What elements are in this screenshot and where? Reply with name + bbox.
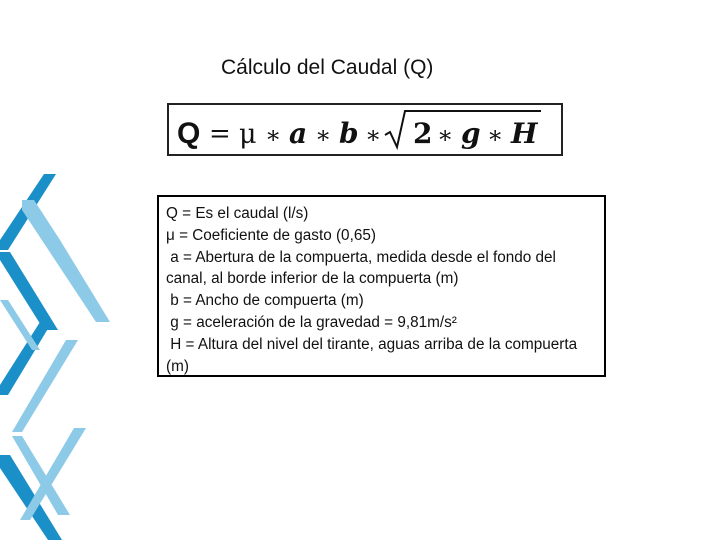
definition-q: Q = Es el caudal (l/s) [166,205,309,222]
formula-equals: = [209,119,231,149]
formula-box [167,103,563,156]
slide-title: Cálculo del Caudal (Q) [221,56,434,79]
formula-a: a [289,117,308,150]
formula-op-4: ∗ [437,121,454,149]
deco-stripe-dark-2 [0,252,58,330]
formula-op-5: ∗ [487,121,504,149]
definition-g: g = aceleración de la gravedad = 9,81m/s² [166,313,457,331]
formula-q: Q [177,117,201,150]
definition-mu: μ = Coeficiente de gasto (0,65) [166,226,376,244]
discharge-formula [169,105,561,154]
formula-g: g [461,117,481,150]
formula-two: 2 [413,117,433,150]
formula-op-2: ∗ [315,121,332,149]
formula-h: H [511,117,538,150]
formula-op-3: ∗ [365,121,382,149]
formula-mu: μ [239,119,257,150]
definition-a: a = Abertura de la compuerta, medida desde el fondo del canal, al borde inferior de la compuerta (m) [166,248,561,288]
chevron-stripes-decoration [0,0,120,540]
definition-b: b = Ancho de compuerta (m) [166,292,364,310]
formula-op-1: ∗ [265,121,282,149]
variable-definitions [157,195,606,377]
definition-h: H = Altura del nivel del tirante, aguas arriba de la compuerta (m) [166,335,582,375]
formula-b: b [339,117,359,150]
